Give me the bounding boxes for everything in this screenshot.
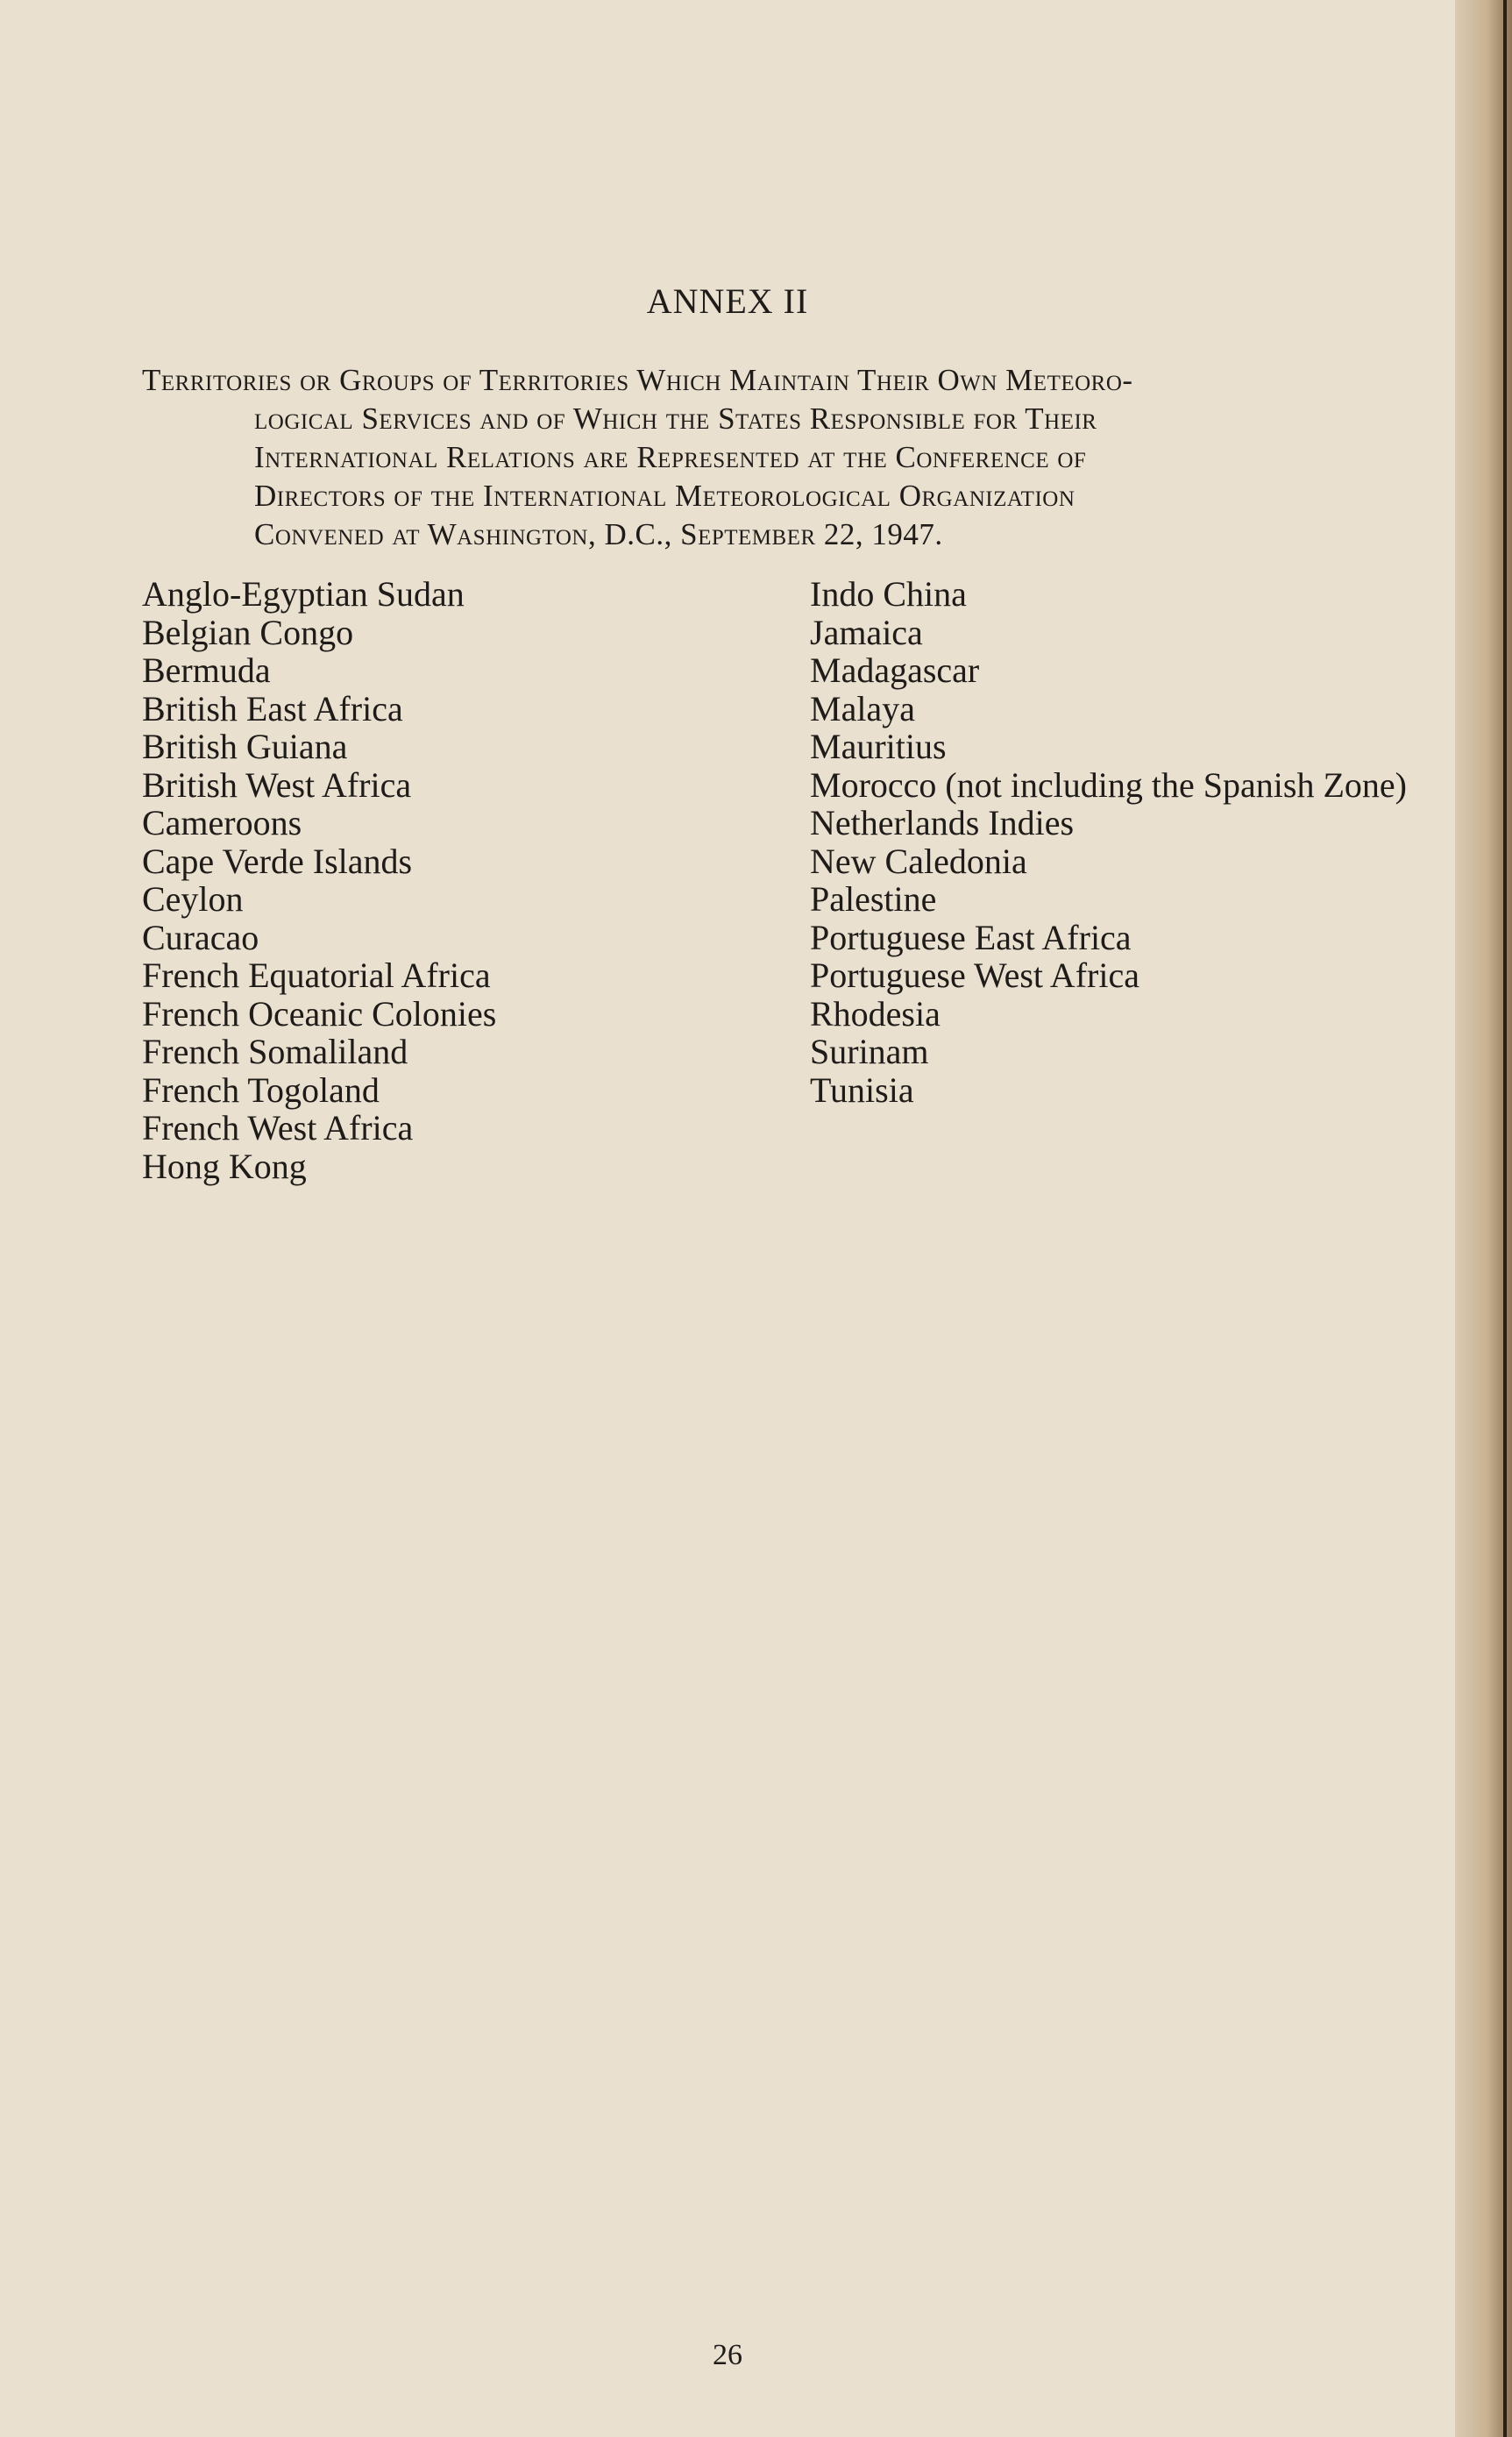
- territory-item: Palestine: [810, 879, 937, 919]
- page-number: 26: [713, 2339, 742, 2371]
- territory-item: British West Africa: [142, 764, 412, 805]
- territory-item: British Guiana: [142, 727, 348, 766]
- territory-item: French Somaliland: [142, 1032, 408, 1071]
- territory-list-left: [142, 575, 773, 1185]
- territory-item: Jamaica: [810, 612, 923, 652]
- territory-item: Anglo-Egyptian Sudan: [142, 574, 465, 614]
- territory-item: Madagascar: [810, 650, 980, 690]
- territory-item: Cape Verde Islands: [142, 841, 413, 881]
- territory-item: Cameroons: [142, 803, 302, 842]
- heading-line: Directors of the International Meteorological Organization: [254, 479, 1075, 513]
- territory-item: New Caledonia: [810, 841, 1027, 881]
- territory-item: Rhodesia: [810, 993, 941, 1034]
- territory-item: Curacao: [142, 917, 259, 957]
- territory-list-right: [810, 575, 1450, 1109]
- territory-item: British East Africa: [142, 688, 403, 728]
- territory-item: Indo China: [810, 574, 967, 614]
- territory-item: French West Africa: [142, 1108, 414, 1147]
- annex-title: ANNEX II: [646, 281, 809, 321]
- territory-item: Mauritius: [810, 727, 947, 766]
- territory-item: Portuguese East Africa: [810, 917, 1132, 957]
- page-edge: [1503, 0, 1507, 2437]
- heading-line: Territories or Groups of Territories Which Maintain Their Own Meteoro-: [142, 363, 1133, 397]
- territory-item: Tunisia: [810, 1069, 914, 1110]
- territory-item: Morocco (not including the Spanish Zone): [810, 764, 1407, 805]
- annex-heading: [142, 361, 1457, 554]
- heading-line: logical Services and of Which the States Responsible for Their: [254, 401, 1097, 436]
- heading-line: Convened at Washington, D.C., September 22, 1947.: [254, 517, 943, 551]
- territory-item: Bermuda: [142, 650, 271, 690]
- territory-item: Surinam: [810, 1032, 929, 1071]
- territory-item: French Oceanic Colonies: [142, 993, 497, 1034]
- territory-item: Belgian Congo: [142, 612, 354, 652]
- heading-line: International Relations are Represented at the Conference of: [254, 440, 1087, 474]
- territory-item: Ceylon: [142, 879, 244, 919]
- territory-item: Malaya: [810, 688, 915, 728]
- territory-item: French Equatorial Africa: [142, 956, 491, 995]
- territory-item: Portuguese West Africa: [810, 956, 1139, 995]
- territory-item: French Togoland: [142, 1069, 380, 1110]
- territory-item: Hong Kong: [142, 1146, 307, 1186]
- territory-item: Netherlands Indies: [810, 803, 1075, 842]
